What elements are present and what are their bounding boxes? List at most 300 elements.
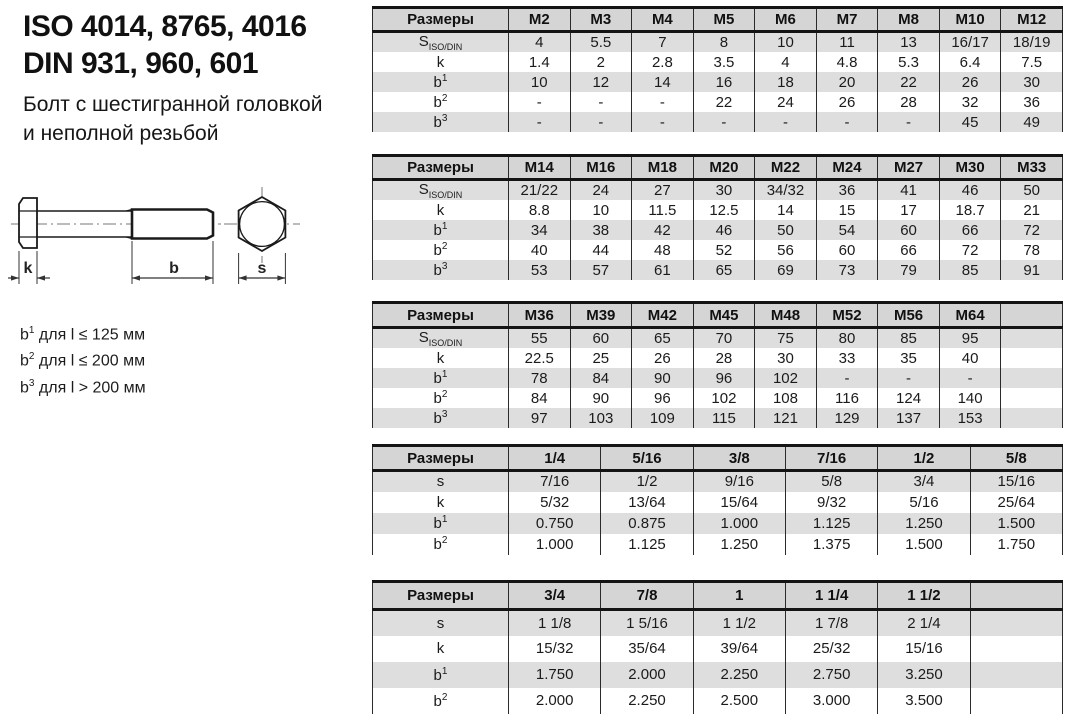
value-cell: 65 (693, 260, 755, 280)
table-row (373, 72, 1063, 92)
value-cell: 25/32 (785, 636, 877, 662)
value-cell: 102 (693, 388, 755, 408)
value-cell: 22 (693, 92, 755, 112)
value-cell: 4 (755, 52, 817, 72)
value-cell: 97 (509, 408, 571, 428)
value-cell: 85 (878, 328, 940, 349)
column-header: M3 (570, 8, 632, 32)
value-cell: 15/16 (878, 636, 970, 662)
inch-table-threequarter-to-oneandhalf (372, 580, 1063, 714)
row-label: s (373, 610, 509, 636)
value-cell: - (570, 112, 632, 132)
value-cell: 85 (939, 260, 1001, 280)
value-cell: 109 (632, 408, 694, 428)
value-cell: 14 (632, 72, 694, 92)
column-header: 1 1/4 (785, 582, 877, 610)
column-header: M48 (755, 303, 817, 328)
column-header: M30 (939, 156, 1001, 180)
row-label: $b^2$ (373, 240, 509, 260)
value-cell: 26 (816, 92, 878, 112)
row-label: $b^2$ (373, 92, 509, 112)
value-cell: 75 (755, 328, 817, 349)
value-cell: 13/64 (601, 492, 693, 513)
row-label: $b^1$ (373, 662, 509, 688)
s-dimension-label: s (257, 260, 267, 277)
column-header: M7 (816, 8, 878, 32)
value-cell: 153 (939, 408, 1001, 428)
value-cell: 4 (509, 32, 571, 53)
note-b1-symbol: b (20, 326, 29, 344)
column-header: M39 (570, 303, 632, 328)
value-cell: 39/64 (693, 636, 785, 662)
value-cell: 95 (939, 328, 1001, 349)
b-arrow-right (205, 275, 213, 280)
value-cell: 24 (570, 180, 632, 201)
note-b2-text: для l ≤ 200 мм (38, 352, 146, 370)
value-cell: 72 (1001, 220, 1063, 240)
row-label: $b^1$ (373, 368, 509, 388)
value-cell: 9/32 (785, 492, 877, 513)
empty-column-header (1001, 303, 1063, 328)
row-label: s (373, 471, 509, 492)
row-label: $b^2$ (373, 388, 509, 408)
column-header: M14 (509, 156, 571, 180)
row-label: k (373, 200, 509, 220)
table-corner-header: Размеры (373, 446, 509, 471)
value-cell: 90 (570, 388, 632, 408)
column-header: M52 (816, 303, 878, 328)
dimension-table (372, 444, 1063, 555)
b-dimension-label: b (169, 260, 179, 277)
note-b3 (20, 373, 146, 399)
value-cell: 1.500 (970, 513, 1062, 534)
column-header: 1/4 (509, 446, 601, 471)
table-row (373, 260, 1063, 280)
value-cell: 108 (755, 388, 817, 408)
dimension-table (372, 6, 1063, 132)
value-cell: 15/64 (693, 492, 785, 513)
value-cell: 3.5 (693, 52, 755, 72)
value-cell: 73 (816, 260, 878, 280)
hex-head-end-view (239, 197, 286, 251)
value-cell: 8 (693, 32, 755, 53)
column-header: M6 (755, 8, 817, 32)
value-cell: 26 (939, 72, 1001, 92)
value-cell: 140 (939, 388, 1001, 408)
metric-table-m2-m12 (372, 6, 1063, 132)
metric-table-m14-m33 (372, 154, 1063, 280)
value-cell: 11 (816, 32, 878, 53)
empty-cell (1001, 408, 1063, 428)
value-cell: 1.250 (693, 534, 785, 555)
value-cell: 3.000 (785, 688, 877, 714)
value-cell: 14 (755, 200, 817, 220)
value-cell: 35 (878, 348, 940, 368)
value-cell: 5/8 (785, 471, 877, 492)
value-cell: 60 (570, 328, 632, 349)
table-corner-header: Размеры (373, 582, 509, 610)
value-cell: 1 7/8 (785, 610, 877, 636)
value-cell: 52 (693, 240, 755, 260)
bolt-head-side (19, 198, 37, 248)
column-header: 1/2 (878, 446, 970, 471)
column-header: M10 (939, 8, 1001, 32)
value-cell: 2.500 (693, 688, 785, 714)
k-dimension-label: k (23, 260, 33, 277)
column-header: M5 (693, 8, 755, 32)
value-cell: 44 (570, 240, 632, 260)
value-cell: 1.500 (878, 534, 970, 555)
value-cell: 21 (1001, 200, 1063, 220)
value-cell: 1.750 (509, 662, 601, 688)
empty-column-header (970, 582, 1062, 610)
table-row (373, 688, 1063, 714)
column-header: 1 (693, 582, 785, 610)
value-cell: 115 (693, 408, 755, 428)
column-header: M4 (632, 8, 694, 32)
value-cell: 27 (632, 180, 694, 201)
value-cell: 50 (1001, 180, 1063, 201)
value-cell: 80 (816, 328, 878, 349)
value-cell: 33 (816, 348, 878, 368)
table-row (373, 610, 1063, 636)
value-cell: 2.250 (693, 662, 785, 688)
value-cell: 57 (570, 260, 632, 280)
value-cell: 24 (755, 92, 817, 112)
value-cell: 84 (509, 388, 571, 408)
row-label: k (373, 636, 509, 662)
column-header: M33 (1001, 156, 1063, 180)
table-row (373, 662, 1063, 688)
value-cell: 1.000 (693, 513, 785, 534)
inch-table-quarter-to-fiveeighths (372, 444, 1063, 555)
value-cell: 7/16 (509, 471, 601, 492)
value-cell: 1.250 (878, 513, 970, 534)
column-header: M56 (878, 303, 940, 328)
row-label: $S_{ISO/DIN}$ (373, 328, 509, 349)
column-header: M22 (755, 156, 817, 180)
column-header: 1 1/2 (878, 582, 970, 610)
value-cell: 129 (816, 408, 878, 428)
value-cell: 11.5 (632, 200, 694, 220)
empty-cell (1001, 368, 1063, 388)
value-cell: - (509, 112, 571, 132)
value-cell: 28 (693, 348, 755, 368)
value-cell: 90 (632, 368, 694, 388)
row-label: $b^1$ (373, 220, 509, 240)
column-header: 5/16 (601, 446, 693, 471)
value-cell: - (693, 112, 755, 132)
column-header: M45 (693, 303, 755, 328)
row-label: k (373, 348, 509, 368)
value-cell: 10 (570, 200, 632, 220)
value-cell: 10 (755, 32, 817, 53)
value-cell: 54 (816, 220, 878, 240)
note-b3-symbol: b (20, 378, 29, 396)
table-corner-header: Размеры (373, 156, 509, 180)
value-cell: 1/2 (601, 471, 693, 492)
value-cell: 46 (693, 220, 755, 240)
column-header: 3/4 (509, 582, 601, 610)
value-cell: 84 (570, 368, 632, 388)
value-cell: 2.750 (785, 662, 877, 688)
value-cell: 1.4 (509, 52, 571, 72)
value-cell: 6.4 (939, 52, 1001, 72)
table-corner-header: Размеры (373, 303, 509, 328)
table-row (373, 368, 1063, 388)
row-label: $b^2$ (373, 534, 509, 555)
note-b2 (20, 346, 146, 372)
value-cell: 3.500 (878, 688, 970, 714)
column-header: 7/8 (601, 582, 693, 610)
value-cell: 1.125 (785, 513, 877, 534)
value-cell: 1 1/2 (693, 610, 785, 636)
k-arrow-left (11, 275, 19, 280)
value-cell: 70 (693, 328, 755, 349)
table-row (373, 52, 1063, 72)
bolt-technical-drawing (8, 183, 368, 333)
note-b1 (20, 320, 146, 346)
empty-cell (970, 688, 1062, 714)
note-b3-text: для l > 200 мм (38, 378, 146, 396)
value-cell: 30 (755, 348, 817, 368)
value-cell: 22.5 (509, 348, 571, 368)
row-label: $b^3$ (373, 260, 509, 280)
value-cell: 18 (755, 72, 817, 92)
value-cell: 13 (878, 32, 940, 53)
value-cell: 35/64 (601, 636, 693, 662)
value-cell: 2 1/4 (878, 610, 970, 636)
value-cell: 30 (1001, 72, 1063, 92)
value-cell: 45 (939, 112, 1001, 132)
value-cell: 5/16 (878, 492, 970, 513)
k-arrow-right (37, 275, 45, 280)
value-cell: 16 (693, 72, 755, 92)
value-cell: 8.8 (509, 200, 571, 220)
table-row (373, 328, 1063, 349)
value-cell: 121 (755, 408, 817, 428)
value-cell: 61 (632, 260, 694, 280)
value-cell: 34/32 (755, 180, 817, 201)
value-cell: 4.8 (816, 52, 878, 72)
dimension-table (372, 301, 1063, 428)
value-cell: 2.000 (509, 688, 601, 714)
column-header: M8 (878, 8, 940, 32)
metric-table-m36-m64 (372, 301, 1063, 428)
value-cell: 53 (509, 260, 571, 280)
note-b1-sup: 1 (28, 325, 35, 336)
value-cell: - (509, 92, 571, 112)
value-cell: 116 (816, 388, 878, 408)
table-row (373, 388, 1063, 408)
value-cell: 1.750 (970, 534, 1062, 555)
column-header: 3/8 (693, 446, 785, 471)
value-cell: 69 (755, 260, 817, 280)
bolt-drawing-svg (8, 183, 368, 333)
product-name-line1: Болт с шестигранной головкой (23, 93, 323, 116)
value-cell: 46 (939, 180, 1001, 201)
value-cell: - (570, 92, 632, 112)
row-label: $S_{ISO/DIN}$ (373, 32, 509, 53)
table-row (373, 492, 1063, 513)
table-row (373, 408, 1063, 428)
row-label: k (373, 492, 509, 513)
value-cell: 65 (632, 328, 694, 349)
value-cell: 34 (509, 220, 571, 240)
value-cell: 38 (570, 220, 632, 240)
value-cell: 21/22 (509, 180, 571, 201)
empty-cell (1001, 328, 1063, 349)
value-cell: 0.875 (601, 513, 693, 534)
value-cell: 5/32 (509, 492, 601, 513)
value-cell: 25/64 (970, 492, 1062, 513)
value-cell: - (632, 92, 694, 112)
value-cell: 16/17 (939, 32, 1001, 53)
din-standards-title: DIN 931, 960, 601 (23, 47, 259, 80)
column-header: M18 (632, 156, 694, 180)
value-cell: 28 (878, 92, 940, 112)
note-b2-symbol: b (20, 352, 29, 370)
value-cell: 0.750 (509, 513, 601, 534)
table-row (373, 200, 1063, 220)
value-cell: 2.8 (632, 52, 694, 72)
table-row (373, 112, 1063, 132)
value-cell: 42 (632, 220, 694, 240)
empty-cell (970, 610, 1062, 636)
column-header: 7/16 (785, 446, 877, 471)
value-cell: 66 (878, 240, 940, 260)
value-cell: 103 (570, 408, 632, 428)
table-row (373, 534, 1063, 555)
value-cell: 2.000 (601, 662, 693, 688)
value-cell: 18/19 (1001, 32, 1063, 53)
row-label: $b^1$ (373, 72, 509, 92)
value-cell: 2 (570, 52, 632, 72)
value-cell: 60 (878, 220, 940, 240)
value-cell: - (878, 368, 940, 388)
empty-cell (970, 662, 1062, 688)
column-header: M27 (878, 156, 940, 180)
value-cell: 15/16 (970, 471, 1062, 492)
value-cell: 49 (1001, 112, 1063, 132)
table-row (373, 471, 1063, 492)
value-cell: 78 (1001, 240, 1063, 260)
value-cell: 9/16 (693, 471, 785, 492)
note-b3-sup: 3 (28, 377, 35, 389)
column-header: M24 (816, 156, 878, 180)
value-cell: 124 (878, 388, 940, 408)
value-cell: 15/32 (509, 636, 601, 662)
value-cell: 5.3 (878, 52, 940, 72)
value-cell: 66 (939, 220, 1001, 240)
value-cell: 91 (1001, 260, 1063, 280)
value-cell: 36 (816, 180, 878, 201)
value-cell: 22 (878, 72, 940, 92)
value-cell: 32 (939, 92, 1001, 112)
value-cell: - (816, 368, 878, 388)
row-label: $b^3$ (373, 112, 509, 132)
s-arrow-left (239, 275, 247, 280)
value-cell: 15 (816, 200, 878, 220)
note-b2-sup: 2 (28, 351, 35, 363)
row-label: k (373, 52, 509, 72)
value-cell: - (816, 112, 878, 132)
row-label: $b^1$ (373, 513, 509, 534)
value-cell: 25 (570, 348, 632, 368)
value-cell: 40 (939, 348, 1001, 368)
value-cell: 5.5 (570, 32, 632, 53)
value-cell: 72 (939, 240, 1001, 260)
empty-cell (970, 636, 1062, 662)
value-cell: 12 (570, 72, 632, 92)
row-label: $S_{ISO/DIN}$ (373, 180, 509, 201)
table-row (373, 513, 1063, 534)
value-cell: 7 (632, 32, 694, 53)
column-header: M36 (509, 303, 571, 328)
value-cell: 1 1/8 (509, 610, 601, 636)
value-cell: 1.000 (509, 534, 601, 555)
value-cell: - (939, 368, 1001, 388)
table-row (373, 92, 1063, 112)
value-cell: 40 (509, 240, 571, 260)
value-cell: 18.7 (939, 200, 1001, 220)
value-cell: 17 (878, 200, 940, 220)
value-cell: 10 (509, 72, 571, 92)
value-cell: 7.5 (1001, 52, 1063, 72)
column-header: M20 (693, 156, 755, 180)
value-cell: 1 5/16 (601, 610, 693, 636)
value-cell: 36 (1001, 92, 1063, 112)
value-cell: 96 (693, 368, 755, 388)
table-row (373, 636, 1063, 662)
value-cell: 3/4 (878, 471, 970, 492)
product-name-line2: и неполной резьбой (23, 122, 219, 145)
dimension-table (372, 154, 1063, 280)
column-header: M2 (509, 8, 571, 32)
table-corner-header: Размеры (373, 8, 509, 32)
column-header: M12 (1001, 8, 1063, 32)
value-cell: 55 (509, 328, 571, 349)
table-row (373, 32, 1063, 53)
table-row (373, 240, 1063, 260)
s-arrow-right (277, 275, 285, 280)
empty-cell (1001, 348, 1063, 368)
value-cell: 56 (755, 240, 817, 260)
value-cell: 60 (816, 240, 878, 260)
thread-length-notes (20, 320, 146, 399)
column-header: M64 (939, 303, 1001, 328)
value-cell: 102 (755, 368, 817, 388)
value-cell: 78 (509, 368, 571, 388)
table-row (373, 220, 1063, 240)
value-cell: 26 (632, 348, 694, 368)
value-cell: - (632, 112, 694, 132)
value-cell: 41 (878, 180, 940, 201)
table-row (373, 180, 1063, 201)
product-name (23, 90, 322, 148)
value-cell: 1.125 (601, 534, 693, 555)
column-header: M16 (570, 156, 632, 180)
value-cell: 79 (878, 260, 940, 280)
value-cell: 96 (632, 388, 694, 408)
column-header: 5/8 (970, 446, 1062, 471)
iso-standards-title: ISO 4014, 8765, 4016 (23, 10, 307, 43)
value-cell: 2.250 (601, 688, 693, 714)
value-cell: 1.375 (785, 534, 877, 555)
column-header: M42 (632, 303, 694, 328)
dimension-table (372, 580, 1063, 714)
value-cell: - (878, 112, 940, 132)
